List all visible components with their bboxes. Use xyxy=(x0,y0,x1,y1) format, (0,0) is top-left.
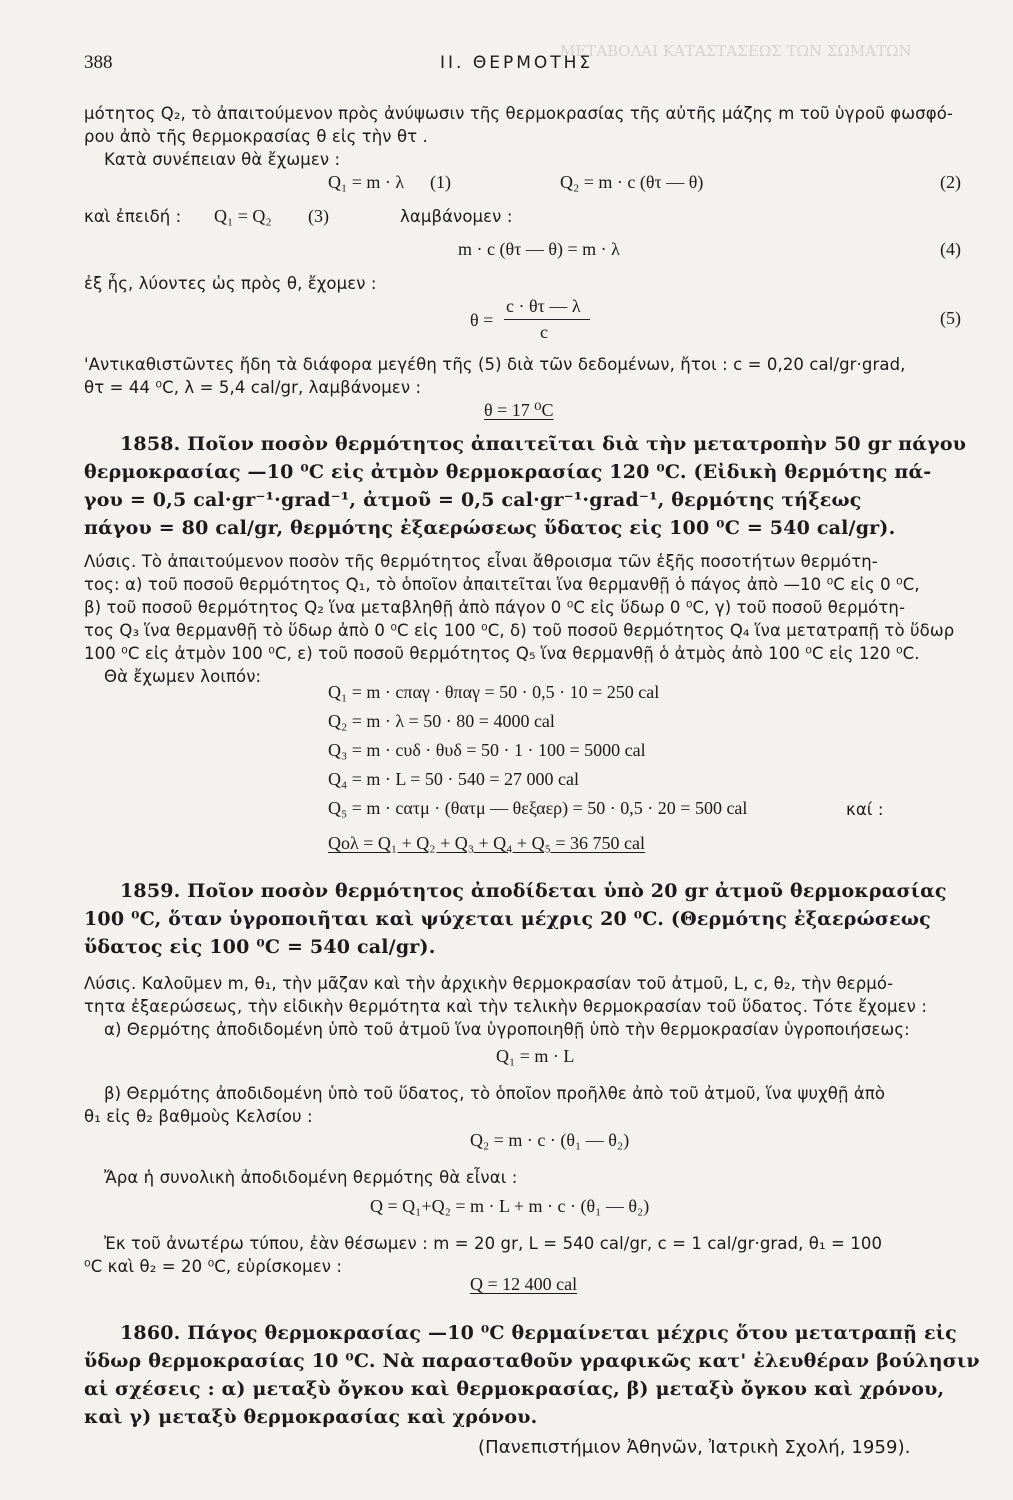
q1-equation: Q₁ = m · cπαγ · θπαγ = 50 · 0,5 · 10 = 250 cal xyxy=(328,682,660,702)
solution-1859-line-3: α) Θερμότης ἀποδιδομένη ὑπὸ τοῦ ἀτμοῦ ἵνα ὑγροποιηθῇ ὑπὸ τὴν θερμοκρασίαν ὑγροποιήσεως: xyxy=(104,1020,910,1039)
intro-line-2: ρου ἀπὸ τῆς θερμοκρασίας θ εἰς τὴν θτ . xyxy=(84,127,428,146)
problem-1859-line-1: 1859. Ποῖον ποσὸν θερμότητος ἀποδίδεται ὑπὸ 20 gr ἀτμοῦ θερμοκρασίας xyxy=(120,880,947,902)
equation-5-fraction-bar xyxy=(504,319,590,320)
solution-1859-result: Q = 12 400 cal xyxy=(470,1274,578,1294)
take-text: λαμβάνομεν : xyxy=(400,207,513,226)
solution-1859-line-7: Ἐκ τοῦ ἀνωτέρω τύπου, ἐὰν θέσωμεν : m = 20 gr, L = 540 cal/gr, c = 1 cal/gr·grad, θ₁ = 100 xyxy=(104,1234,883,1253)
since-text: καὶ ἐπειδή : xyxy=(84,207,182,226)
problem-1860-line-4: καὶ γ) μεταξὺ θερμοκρασίας καὶ χρόνου. xyxy=(84,1406,538,1428)
problem-1858-line-1: 1858. Ποῖον ποσὸν θερμότητος ἀπαιτεῖται διὰ τὴν μετατροπὴν 50 gr πάγου xyxy=(120,433,967,455)
solution-1858-line-2: τος: α) τοῦ ποσοῦ θερμότητος Q₁, τὸ ὁποῖον ἀπαιτεῖται ἵνα θερμανθῇ ὁ πάγος ἀπὸ —10 ⁰C εἰς 0 ⁰C, xyxy=(84,575,920,594)
bleed-through-header: ΜΕΤΑΒΟΛΑΙ ΚΑΤΑΣΤΑΣΕΩΣ ΤΩΝ ΣΩΜΑΤΩΝ xyxy=(560,42,912,60)
q3-equation: Q₃ = m · cυδ · θυδ = 50 · 1 · 100 = 5000 cal xyxy=(328,740,646,760)
result-theta: θ = 17 ⁰C xyxy=(484,400,554,420)
running-title: II. ΘΕΡΜΟΤΗΣ xyxy=(440,53,594,73)
solution-1859-equation-1: Q₁ = m · L xyxy=(496,1046,575,1066)
problem-1858-line-2: θερμοκρασίας —10 ⁰C εἰς ἀτμὸν θερμοκρασίας 120 ⁰C. (Εἰδικὴ θερμότης πά- xyxy=(84,461,932,483)
solution-1859-line-4: β) Θερμότης ἀποδιδομένη ὑπὸ τοῦ ὕδατος, τὸ ὁποῖον προῆλθε ἀπὸ τοῦ ἀτμοῦ, ἵνα ψυχθῇ ἀπὸ xyxy=(104,1084,886,1103)
problem-1860-line-3: αἱ σχέσεις : α) μεταξὺ ὄγκου καὶ θερμοκρασίας, β) μεταξὺ ὄγκου καὶ χρόνου, xyxy=(84,1378,945,1400)
equation-3: Q₁ = Q₂ xyxy=(214,206,272,226)
problem-1860-source: (Πανεπιστήμιον Ἀθηνῶν, Ἰατρικὴ Σχολή, 1959). xyxy=(478,1437,911,1458)
equation-1: Q₁ = m · λ xyxy=(328,172,405,192)
equation-3-number: (3) xyxy=(308,206,329,226)
problem-1860-line-1: 1860. Πάγος θερμοκρασίας —10 ⁰C θερμαίνεται μέχρις ὅτου μετατραπῇ εἰς xyxy=(120,1322,957,1344)
page-number: 388 xyxy=(84,52,113,73)
problem-1859-line-2: 100 ⁰C, ὅταν ὑγροποιῆται καὶ ψύχεται μέχρις 20 ⁰C. (Θερμότης ἐξαερώσεως xyxy=(84,908,931,930)
problem-1858-line-4: πάγου = 80 cal/gr, θερμότης ἐξαερώσεως ὕδατος εἰς 100 ⁰C = 540 cal/gr). xyxy=(84,517,896,539)
solution-1858-line-1: Λύσις. Τὸ ἀπαιτούμενον ποσὸν τῆς θερμότητος εἶναι ἄθροισμα τῶν ἑξῆς ποσοτήτων θερμότη- xyxy=(84,552,878,571)
equation-4-number: (4) xyxy=(940,239,961,259)
q4-equation: Q₄ = m · L = 50 · 540 = 27 000 cal xyxy=(328,769,580,789)
intro-line-1: μότητος Q₂, τὸ ἀπαιτούμενον πρὸς ἀνύψωσιν τῆς θερμοκρασίας τῆς αὐτῆς μάζης m τοῦ ὑγροῦ φωσφό- xyxy=(84,104,953,123)
substitution-line-1: 'Αντικαθιστῶντες ἤδη τὰ διάφορα μεγέθη τῆς (5) διὰ τῶν δεδομένων, ἤτοι : c = 0,20 cal/gr·grad, xyxy=(84,355,906,374)
equation-4: m · c (θτ — θ) = m · λ xyxy=(458,239,620,259)
solution-1859-line-2: τητα ἐξαερώσεως, τὴν εἰδικὴν θερμότητα καὶ τὴν τελικὴν θερμοκρασίαν τοῦ ὕδατος. Τότε ἔχομεν : xyxy=(84,997,927,1016)
solution-1859-equation-2: Q₂ = m · c · (θ₁ — θ₂) xyxy=(470,1130,630,1150)
problem-1858-line-3: γου = 0,5 cal·gr⁻¹·grad⁻¹, ἀτμοῦ = 0,5 cal·gr⁻¹·grad⁻¹, θερμότης τήξεως xyxy=(84,489,862,511)
problem-1859-line-3: ὕδατος εἰς 100 ⁰C = 540 cal/gr). xyxy=(84,936,436,958)
solution-1858-line-6: Θὰ ἔχωμεν λοιπόν: xyxy=(104,667,262,686)
substitution-line-2: θτ = 44 ⁰C, λ = 5,4 cal/gr, λαμβάνομεν : xyxy=(84,378,422,397)
problem-1860-line-2: ὕδωρ θερμοκρασίας 10 ⁰C. Νὰ παρασταθοῦν γραφικῶς κατ' ἐλευθέραν βούλησιν xyxy=(84,1350,980,1372)
solution-1858-line-4: τος Q₃ ἵνα θερμανθῇ τὸ ὕδωρ ἀπὸ 0 ⁰C εἰς 100 ⁰C, δ) τοῦ ποσοῦ θερμότητος Q₄ ἵνα μετατραπῇ τὸ ὕδωρ xyxy=(84,621,955,640)
equation-5-number: (5) xyxy=(940,308,961,328)
solution-1859-line-5: θ₁ εἰς θ₂ βαθμοὺς Κελσίου : xyxy=(84,1107,313,1126)
solution-1859-equation-3: Q = Q₁+Q₂ = m · L + m · c · (θ₁ — θ₂) xyxy=(370,1196,650,1216)
total-heat-equation: Qολ = Q₁ + Q₂ + Q₃ + Q₄ + Q₅ = 36 750 cal xyxy=(328,833,645,853)
equation-2-number: (2) xyxy=(940,172,961,192)
equation-2: Q₂ = m · c (θτ — θ) xyxy=(560,172,704,192)
solution-1859-line-6: Ἄρα ἡ συνολικὴ ἀποδιδομένη θερμότης θὰ εἶναι : xyxy=(104,1168,518,1187)
q5-equation: Q₅ = m · cατμ · (θατμ — θεξαερ) = 50 · 0,5 · 20 = 500 cal xyxy=(328,798,748,818)
intro-line-3: Κατὰ συνέπειαν θὰ ἔχωμεν : xyxy=(104,150,341,169)
equation-1-number: (1) xyxy=(430,172,451,192)
solve-text: ἐξ ἧς, λύοντες ὡς πρὸς θ, ἔχομεν : xyxy=(84,274,377,293)
equation-5-denominator: c xyxy=(540,322,548,342)
equation-5-numerator: c · θτ — λ xyxy=(506,296,581,316)
solution-1859-line-8: ⁰C καὶ θ₂ = 20 ⁰C, εὑρίσκομεν : xyxy=(84,1257,343,1276)
solution-1858-line-3: β) τοῦ ποσοῦ θερμότητος Q₂ ἵνα μεταβληθῇ ἀπὸ πάγον 0 ⁰C εἰς ὕδωρ 0 ⁰C, γ) τοῦ ποσοῦ θερμότη- xyxy=(84,598,906,617)
solution-1858-line-5: 100 ⁰C εἰς ἀτμὸν 100 ⁰C, ε) τοῦ ποσοῦ θερμότητος Q₅ ἵνα θερμανθῇ ὁ ἀτμὸς ἀπὸ 100 ⁰C εἰς 120 ⁰C. xyxy=(84,644,920,663)
solution-1859-line-1: Λύσις. Καλοῦμεν m, θ₁, τὴν μᾶζαν καὶ τὴν ἀρχικὴν θερμοκρασίαν τοῦ ἀτμοῦ, L, c, θ₂, τὴν θερμό- xyxy=(84,974,894,993)
q2-equation: Q₂ = m · λ = 50 · 80 = 4000 cal xyxy=(328,711,555,731)
equation-5-lhs: θ = xyxy=(470,310,494,330)
q5-and: καί : xyxy=(846,800,884,819)
